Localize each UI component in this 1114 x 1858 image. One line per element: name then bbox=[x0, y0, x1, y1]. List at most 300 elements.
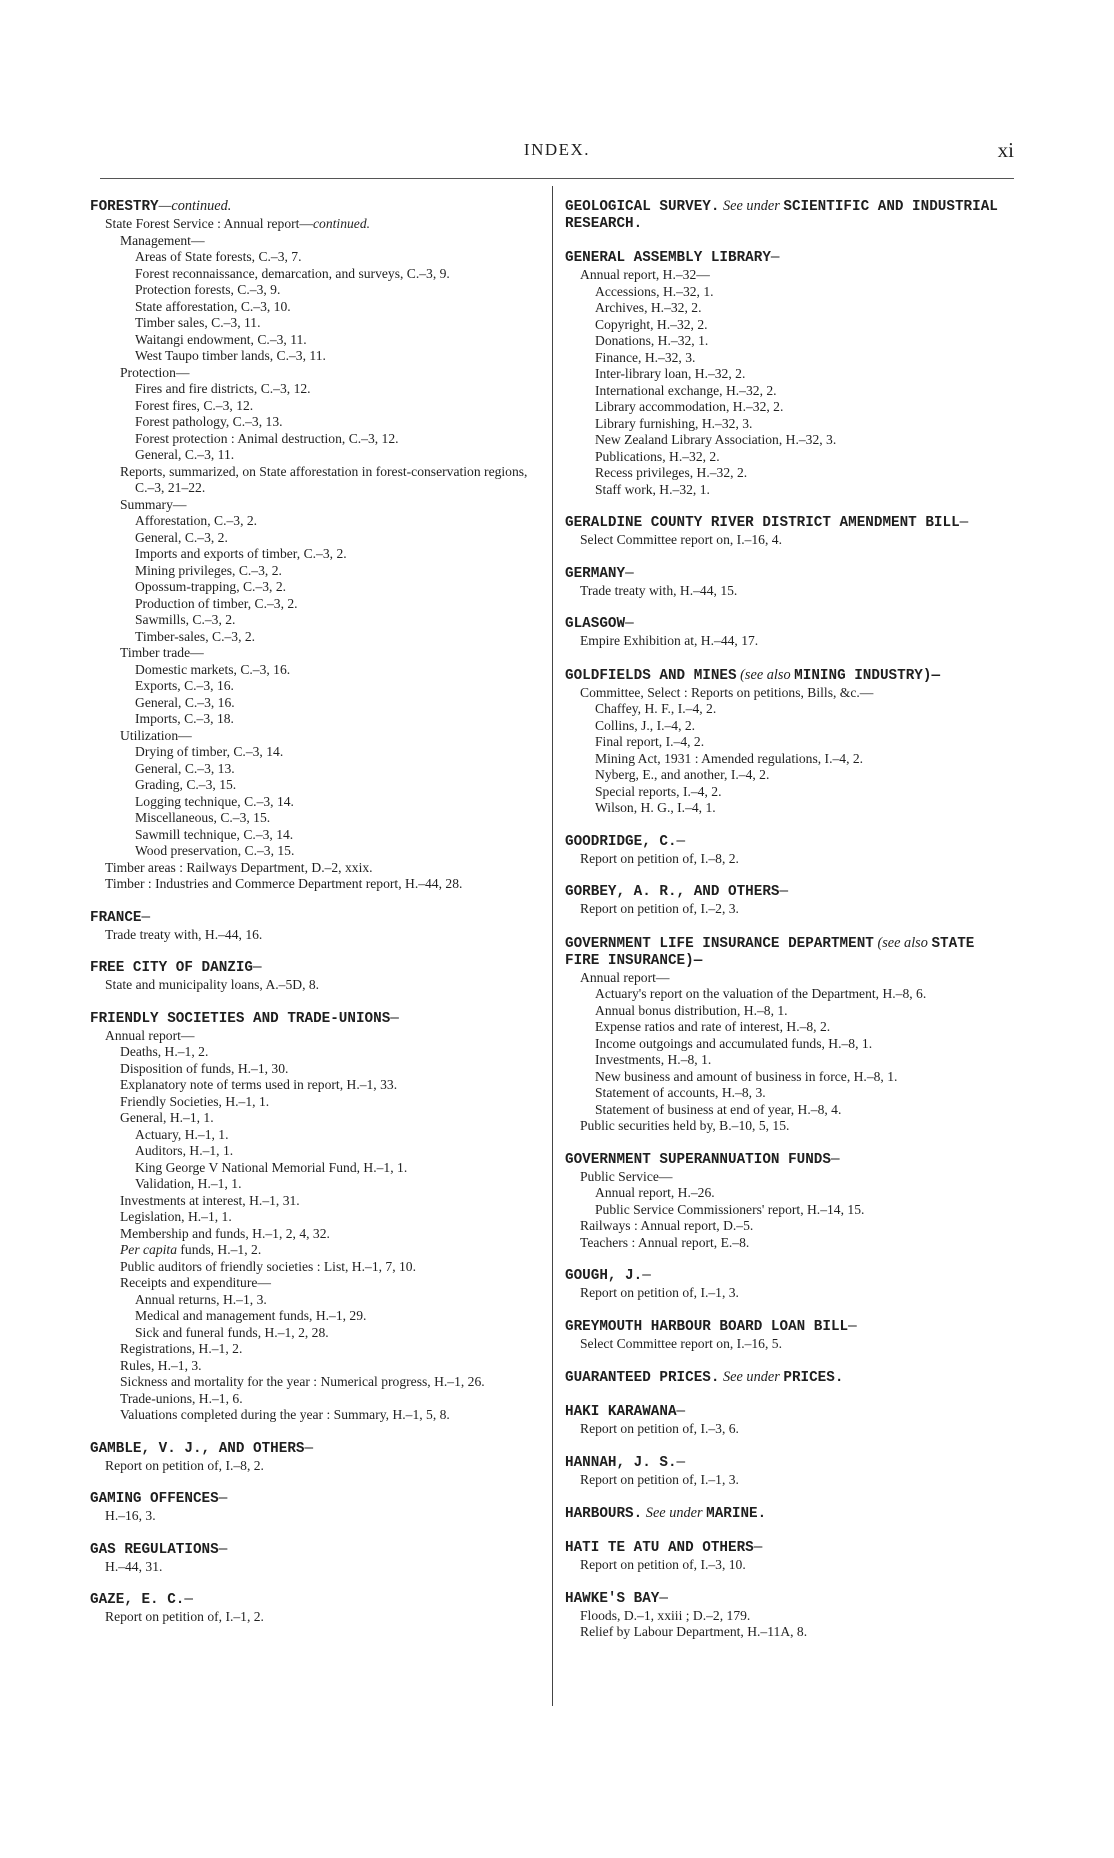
entry-heading bbox=[565, 1319, 1015, 1336]
entry-heading-dash: — bbox=[184, 1592, 193, 1608]
entry-subline bbox=[565, 986, 1015, 1003]
entry-subline bbox=[90, 1176, 538, 1193]
entry-subline-text: Waitangi endowment, C.–3, 11. bbox=[135, 331, 307, 347]
entry-subline bbox=[565, 300, 1015, 317]
index-entry bbox=[565, 250, 1015, 498]
entry-subline bbox=[90, 1110, 538, 1127]
entry-subline-text: State Forest Service : Annual report— bbox=[105, 216, 314, 231]
entry-subline bbox=[565, 633, 1015, 650]
entry-heading-reference: MINING INDUSTRY)— bbox=[794, 667, 941, 684]
entry-subline-text: Drying of timber, C.–3, 14. bbox=[135, 744, 284, 759]
entry-subline-text: General, C.–3, 16. bbox=[135, 694, 235, 710]
index-entry bbox=[90, 1011, 538, 1424]
entry-subline-text: Publications, H.–32, 2. bbox=[595, 448, 720, 464]
entry-subline bbox=[90, 645, 538, 662]
entry-heading-text: HAWKE'S BAY bbox=[565, 1590, 660, 1607]
entry-subline bbox=[90, 827, 538, 844]
entry-subline-text: Management— bbox=[120, 232, 205, 248]
entry-subline-text: Investments, H.–8, 1. bbox=[595, 1052, 712, 1067]
entry-subline bbox=[565, 784, 1015, 801]
index-column-right bbox=[565, 198, 1015, 1658]
entry-heading-note: (see also bbox=[736, 666, 795, 683]
entry-subline bbox=[565, 1336, 1015, 1353]
entry-subline-text: General, H.–1, 1. bbox=[120, 1110, 214, 1125]
entry-subline bbox=[565, 1472, 1015, 1489]
entry-subline-text: Timber : Industries and Commerce Department report, H.–44, 28. bbox=[105, 876, 463, 891]
entry-subline bbox=[565, 532, 1015, 549]
entry-subline bbox=[565, 416, 1015, 433]
entry-subline-text: Inter-library loan, H.–32, 2. bbox=[595, 366, 746, 381]
entry-subline-text: Trade-unions, H.–1, 6. bbox=[120, 1390, 243, 1406]
entry-heading bbox=[565, 1591, 1015, 1608]
entry-subline bbox=[565, 851, 1015, 868]
index-entry bbox=[90, 1441, 538, 1475]
entry-heading-dash: — bbox=[625, 565, 634, 582]
entry-subline bbox=[90, 365, 538, 382]
entry-subline bbox=[90, 1028, 538, 1045]
entry-subline-text: Wilson, H. G., I.–4, 1. bbox=[595, 800, 716, 815]
entry-heading-text: GUARANTEED PRICES. bbox=[565, 1370, 720, 1386]
entry-subline bbox=[565, 901, 1015, 918]
index-entry bbox=[90, 1491, 538, 1525]
entry-heading-text: GAZE, E. C. bbox=[90, 1592, 185, 1608]
entry-subline-text: Donations, H.–32, 1. bbox=[595, 333, 709, 348]
entry-heading-dash: — bbox=[625, 616, 634, 632]
entry-heading bbox=[90, 960, 538, 977]
entry-subline bbox=[90, 431, 538, 448]
index-entry bbox=[565, 935, 1015, 1135]
entry-subline bbox=[90, 678, 538, 695]
entry-subline bbox=[565, 1285, 1015, 1302]
index-entry bbox=[565, 884, 1015, 918]
entry-heading-dash: — bbox=[659, 1590, 668, 1607]
entry-subline-text: General, C.–3, 11. bbox=[135, 447, 235, 462]
entry-subline bbox=[90, 447, 538, 464]
entry-subline-text: Statement of accounts, H.–8, 3. bbox=[595, 1085, 766, 1100]
entry-subline-italic: continued. bbox=[313, 216, 371, 231]
entry-subline-text: King George V National Memorial Fund, H.–1, 1. bbox=[135, 1159, 408, 1175]
entry-subline-text: Report on petition of, I.–2, 3. bbox=[580, 901, 739, 916]
entry-heading-reference: STATE FIRE INSURANCE)— bbox=[565, 935, 975, 969]
index-entry bbox=[565, 1152, 1015, 1252]
entry-subline bbox=[90, 1127, 538, 1144]
entry-heading bbox=[565, 515, 1015, 532]
entry-heading-dash: — bbox=[390, 1010, 399, 1027]
entry-subline-text: Final report, I.–4, 2. bbox=[595, 734, 705, 749]
entry-subline-text: Statement of business at end of year, H.–8, 4. bbox=[595, 1101, 842, 1117]
entry-subline bbox=[565, 1102, 1015, 1119]
entry-subline bbox=[90, 1341, 538, 1358]
entry-heading-text: GAMING OFFENCES bbox=[90, 1491, 219, 1507]
entry-subline-text: Collins, J., I.–4, 2. bbox=[595, 717, 696, 733]
entry-subline-text: Report on petition of, I.–1, 3. bbox=[580, 1471, 739, 1487]
entry-subline bbox=[565, 751, 1015, 768]
entry-subline bbox=[90, 497, 538, 514]
entry-subline-text: General, C.–3, 2. bbox=[135, 529, 228, 545]
entry-subline bbox=[90, 1559, 538, 1576]
index-entry bbox=[565, 616, 1015, 650]
index-entry bbox=[565, 667, 1015, 817]
entry-subline bbox=[565, 767, 1015, 784]
entry-heading bbox=[565, 616, 1015, 633]
entry-subline bbox=[90, 629, 538, 646]
entry-heading-note: —continued. bbox=[158, 198, 232, 214]
entry-heading-text: GREYMOUTH HARBOUR BOARD LOAN BILL bbox=[565, 1318, 849, 1335]
entry-subline-text: Empire Exhibition at, H.–44, 17. bbox=[580, 633, 759, 648]
entry-subline-text: Report on petition of, I.–3, 6. bbox=[580, 1421, 739, 1436]
entry-heading-dash: — bbox=[848, 1318, 857, 1335]
entry-heading-dash: — bbox=[218, 1491, 228, 1507]
entry-heading-text: GERALDINE COUNTY RIVER DISTRICT AMENDMENT BILL bbox=[565, 515, 960, 531]
index-entry bbox=[90, 198, 538, 893]
entry-subline-text: Investments at interest, H.–1, 31. bbox=[120, 1192, 300, 1208]
entry-subline bbox=[90, 876, 538, 893]
entry-subline bbox=[90, 1325, 538, 1342]
entry-subline-text: New business and amount of business in force, H.–8, 1. bbox=[595, 1068, 898, 1084]
entry-subline-text: Forest protection : Animal destruction, C.–3, 12. bbox=[135, 430, 399, 446]
entry-subline-text: Report on petition of, I.–1, 2. bbox=[105, 1609, 264, 1624]
entry-subline-text: Auditors, H.–1, 1. bbox=[135, 1143, 234, 1158]
entry-subline-text: Committee, Select : Reports on petitions, Bills, &c.— bbox=[580, 684, 874, 700]
entry-subline bbox=[565, 685, 1015, 702]
index-entry bbox=[565, 834, 1015, 868]
entry-subline bbox=[565, 432, 1015, 449]
entry-heading-text: GOLDFIELDS AND MINES bbox=[565, 667, 737, 684]
entry-subline bbox=[90, 1193, 538, 1210]
entry-heading bbox=[565, 834, 1015, 851]
entry-subline-text: Report on petition of, I.–1, 3. bbox=[580, 1285, 739, 1300]
entry-subline bbox=[90, 1407, 538, 1424]
entry-subline-text: Annual report, H.–32— bbox=[580, 267, 710, 282]
entry-subline bbox=[90, 761, 538, 778]
entry-subline bbox=[90, 216, 538, 233]
entry-subline-text: Valuations completed during the year : Summary, H.–1, 5, 8. bbox=[120, 1407, 450, 1422]
entry-subline-text: Annual bonus distribution, H.–8, 1. bbox=[595, 1002, 788, 1018]
entry-subline-text: Finance, H.–32, 3. bbox=[595, 349, 696, 365]
entry-subline-text: Chaffey, H. F., I.–4, 2. bbox=[595, 701, 717, 716]
entry-subline-text: State and municipality loans, A.–5D, 8. bbox=[105, 977, 320, 992]
entry-subline-text: Membership and funds, H.–1, 2, 4, 32. bbox=[120, 1225, 330, 1241]
entry-subline-text: Utilization— bbox=[120, 727, 192, 743]
entry-heading-text: GAS REGULATIONS bbox=[90, 1541, 219, 1558]
entry-heading-note: See under bbox=[719, 1369, 784, 1385]
entry-subline-text: Protection forests, C.–3, 9. bbox=[135, 282, 281, 297]
entry-subline-text: Trade treaty with, H.–44, 16. bbox=[105, 926, 263, 942]
entry-subline bbox=[565, 1052, 1015, 1069]
entry-subline bbox=[565, 800, 1015, 817]
entry-subline-text: Forest pathology, C.–3, 13. bbox=[135, 414, 283, 429]
entry-subline bbox=[90, 1143, 538, 1160]
index-column-left bbox=[90, 198, 538, 1643]
entry-subline bbox=[565, 449, 1015, 466]
index-entry bbox=[565, 1591, 1015, 1641]
entry-subline-text: Annual report— bbox=[580, 969, 670, 985]
entry-subline bbox=[90, 1094, 538, 1111]
entry-subline-text: Production of timber, C.–3, 2. bbox=[135, 595, 298, 611]
entry-subline bbox=[565, 1003, 1015, 1020]
entry-subline-text: Deaths, H.–1, 2. bbox=[120, 1044, 209, 1059]
entry-heading-text: HANNAH, J. S. bbox=[565, 1454, 677, 1471]
entry-subline-text: Relief by Labour Department, H.–11A, 8. bbox=[580, 1624, 808, 1639]
entry-subline bbox=[90, 299, 538, 316]
entry-heading-text: FRIENDLY SOCIETIES AND TRADE-UNIONS bbox=[90, 1010, 391, 1027]
entry-heading-dash: — bbox=[141, 909, 151, 926]
entry-subline-text: Expense ratios and rate of interest, H.–8, 2. bbox=[595, 1019, 831, 1034]
entry-subline-text: Reports, summarized, on State afforestation in forest-conservation regions, C.–3, 21–22. bbox=[120, 463, 528, 495]
entry-subline bbox=[565, 970, 1015, 987]
entry-subline-text: Validation, H.–1, 1. bbox=[135, 1176, 242, 1191]
entry-subline-text: Timber-sales, C.–3, 2. bbox=[135, 628, 256, 644]
entry-heading-text: FORESTRY bbox=[90, 199, 159, 215]
entry-subline-text: Forest fires, C.–3, 12. bbox=[135, 397, 254, 413]
entry-subline-text: Mining privileges, C.–3, 2. bbox=[135, 562, 282, 578]
entry-subline bbox=[90, 513, 538, 530]
entry-subline-text: Staff work, H.–32, 1. bbox=[595, 481, 710, 497]
entry-heading-text: GEOLOGICAL SURVEY. bbox=[565, 199, 720, 215]
entry-heading-note: (see also bbox=[873, 934, 932, 951]
entry-heading-text: GOODRIDGE, C. bbox=[565, 833, 677, 850]
entry-subline-text: Miscellaneous, C.–3, 15. bbox=[135, 810, 271, 825]
entry-heading-dash: — bbox=[642, 1268, 651, 1284]
entry-heading bbox=[565, 1268, 1015, 1285]
entry-subline-text: Receipts and expenditure— bbox=[120, 1275, 271, 1290]
entry-subline-text: H.–44, 31. bbox=[105, 1558, 163, 1574]
entry-heading bbox=[90, 1542, 538, 1559]
entry-heading-text: FREE CITY OF DANZIG bbox=[90, 960, 254, 976]
entry-subline-text: Annual report, H.–26. bbox=[595, 1185, 715, 1200]
entry-subline-text: Library furnishing, H.–32, 3. bbox=[595, 415, 753, 431]
entry-heading-note: See under bbox=[642, 1505, 707, 1521]
entry-subline bbox=[565, 701, 1015, 718]
entry-heading-text: GERMANY bbox=[565, 565, 626, 582]
index-entry bbox=[90, 1592, 538, 1626]
entry-subline-text: State afforestation, C.–3, 10. bbox=[135, 298, 291, 314]
index-entry bbox=[565, 1268, 1015, 1302]
entry-subline bbox=[90, 1160, 538, 1177]
entry-subline bbox=[565, 366, 1015, 383]
entry-subline bbox=[90, 1226, 538, 1243]
entry-subline bbox=[565, 1624, 1015, 1641]
entry-subline bbox=[90, 728, 538, 745]
entry-subline-text: Annual report— bbox=[105, 1027, 195, 1043]
entry-subline-text: Medical and management funds, H.–1, 29. bbox=[135, 1308, 367, 1323]
entry-heading-reference: SCIENTIFIC AND INDUSTRIAL RESEARCH. bbox=[565, 199, 998, 232]
entry-subline bbox=[565, 1169, 1015, 1186]
entry-subline bbox=[90, 249, 538, 266]
entry-subline bbox=[90, 233, 538, 250]
entry-subline-text: Public Service— bbox=[580, 1168, 673, 1184]
entry-subline bbox=[90, 927, 538, 944]
entry-subline-text: H.–16, 3. bbox=[105, 1508, 156, 1523]
entry-subline-text: Forest reconnaissance, demarcation, and surveys, C.–3, 9. bbox=[135, 265, 450, 281]
entry-subline bbox=[90, 1292, 538, 1309]
entry-subline bbox=[565, 1235, 1015, 1252]
entry-subline bbox=[90, 398, 538, 415]
entry-heading-text: GOVERNMENT LIFE INSURANCE DEPARTMENT bbox=[565, 935, 874, 952]
entry-subline-text: New Zealand Library Association, H.–32, 3. bbox=[595, 432, 837, 447]
entry-subline-text: Grading, C.–3, 15. bbox=[135, 777, 237, 792]
entry-heading-dash: — bbox=[959, 515, 969, 531]
entry-heading-dash: — bbox=[676, 1454, 686, 1471]
entry-heading-dash: — bbox=[779, 884, 789, 900]
entry-subline-text: Sawmill technique, C.–3, 14. bbox=[135, 826, 294, 842]
entry-subline-text: Select Committee report on, I.–16, 4. bbox=[580, 532, 782, 547]
entry-heading-dash: — bbox=[676, 1404, 686, 1420]
entry-heading-text: GENERAL ASSEMBLY LIBRARY bbox=[565, 250, 771, 266]
entry-heading bbox=[565, 566, 1015, 583]
entry-subline bbox=[90, 1077, 538, 1094]
entry-heading-reference: PRICES. bbox=[783, 1370, 844, 1386]
entry-subline bbox=[565, 1069, 1015, 1086]
entry-subline-text: Copyright, H.–32, 2. bbox=[595, 316, 708, 332]
entry-subline-text: Teachers : Annual report, E.–8. bbox=[580, 1234, 750, 1250]
entry-subline-text: Protection— bbox=[120, 364, 190, 380]
entry-subline bbox=[565, 718, 1015, 735]
index-entry bbox=[565, 1319, 1015, 1353]
entry-subline-text: Public securities held by, B.–10, 5, 15. bbox=[580, 1118, 790, 1133]
entry-heading-text: HARBOURS. bbox=[565, 1506, 643, 1522]
entry-subline bbox=[90, 612, 538, 629]
entry-subline-text: Nyberg, E., and another, I.–4, 2. bbox=[595, 767, 770, 782]
entry-subline-text: Rules, H.–1, 3. bbox=[120, 1357, 202, 1373]
entry-heading bbox=[565, 935, 1015, 970]
entry-subline-text: International exchange, H.–32, 2. bbox=[595, 382, 777, 398]
index-entry bbox=[90, 960, 538, 994]
entry-subline bbox=[90, 464, 538, 497]
entry-subline-text: Logging technique, C.–3, 14. bbox=[135, 793, 294, 809]
header-rule bbox=[100, 178, 1014, 179]
entry-subline bbox=[90, 579, 538, 596]
entry-subline bbox=[565, 317, 1015, 334]
entry-subline bbox=[90, 1209, 538, 1226]
entry-subline-text: Accessions, H.–32, 1. bbox=[595, 283, 714, 299]
entry-subline bbox=[565, 350, 1015, 367]
entry-subline-text: Opossum-trapping, C.–3, 2. bbox=[135, 579, 287, 594]
entry-subline bbox=[565, 399, 1015, 416]
entry-subline-text: Timber trade— bbox=[120, 645, 204, 660]
entry-subline-text: Actuary, H.–1, 1. bbox=[135, 1126, 229, 1142]
entry-heading bbox=[90, 910, 538, 927]
index-entry bbox=[90, 910, 538, 944]
entry-subline-text: Legislation, H.–1, 1. bbox=[120, 1209, 232, 1224]
entry-subline-text: Report on petition of, I.–8, 2. bbox=[580, 850, 739, 866]
entry-heading bbox=[565, 1505, 1015, 1523]
entry-subline bbox=[90, 1275, 538, 1292]
entry-heading bbox=[90, 198, 538, 216]
entry-subline bbox=[565, 333, 1015, 350]
entry-heading bbox=[565, 667, 1015, 685]
entry-subline bbox=[565, 1085, 1015, 1102]
entry-subline bbox=[90, 563, 538, 580]
entry-subline-text: Summary— bbox=[120, 496, 187, 512]
entry-subline bbox=[90, 1242, 538, 1259]
entry-subline bbox=[565, 267, 1015, 284]
entry-heading-text: GOVERNMENT SUPERANNUATION FUNDS bbox=[565, 1151, 831, 1168]
entry-subline bbox=[90, 1609, 538, 1626]
entry-heading-text: FRANCE bbox=[90, 909, 142, 926]
entry-subline bbox=[90, 546, 538, 563]
entry-subline-text: funds, H.–1, 2. bbox=[180, 1242, 262, 1257]
entry-subline-text: Public auditors of friendly societies : List, H.–1, 7, 10. bbox=[120, 1258, 417, 1274]
entry-subline bbox=[90, 744, 538, 761]
entry-heading-dash: — bbox=[304, 1440, 314, 1457]
entry-subline-text: Explanatory note of terms used in report, H.–1, 33. bbox=[120, 1077, 398, 1092]
entry-heading bbox=[90, 1441, 538, 1458]
entry-subline bbox=[90, 596, 538, 613]
entry-subline bbox=[565, 1036, 1015, 1053]
index-entry bbox=[565, 1505, 1015, 1523]
entry-subline bbox=[565, 383, 1015, 400]
index-entry bbox=[565, 566, 1015, 600]
entry-subline bbox=[90, 282, 538, 299]
entry-subline bbox=[90, 1061, 538, 1078]
entry-subline bbox=[90, 977, 538, 994]
entry-subline-text: Registrations, H.–1, 2. bbox=[120, 1341, 243, 1356]
entry-subline-text: Trade treaty with, H.–44, 15. bbox=[580, 582, 738, 598]
entry-subline bbox=[565, 1019, 1015, 1036]
entry-subline-text: Sawmills, C.–3, 2. bbox=[135, 612, 236, 627]
entry-heading-text: HAKI KARAWANA bbox=[565, 1404, 677, 1420]
entry-subline-text: Exports, C.–3, 16. bbox=[135, 678, 234, 693]
entry-subline-text: Imports, C.–3, 18. bbox=[135, 711, 234, 726]
entry-subline bbox=[90, 332, 538, 349]
entry-heading-dash: — bbox=[753, 1540, 763, 1556]
entry-subline bbox=[90, 1374, 538, 1391]
entry-subline-text: Imports and exports of timber, C.–3, 2. bbox=[135, 546, 347, 561]
entry-subline-text: Mining Act, 1931 : Amended regulations, I.–4, 2. bbox=[595, 750, 864, 766]
entry-heading-dash: — bbox=[218, 1541, 228, 1558]
entry-heading bbox=[565, 250, 1015, 267]
entry-subline-text: Floods, D.–1, xxiii ; D.–2, 179. bbox=[580, 1607, 751, 1623]
entry-heading-note: See under bbox=[719, 198, 784, 214]
entry-subline-text: Timber areas : Railways Department, D.–2, xxix. bbox=[105, 859, 373, 875]
entry-subline bbox=[90, 695, 538, 712]
entry-subline bbox=[565, 1421, 1015, 1438]
entry-subline bbox=[90, 662, 538, 679]
entry-heading-text: GAMBLE, V. J., AND OTHERS bbox=[90, 1440, 305, 1457]
entry-subline-text: Afforestation, C.–3, 2. bbox=[135, 513, 258, 528]
entry-subline bbox=[90, 1044, 538, 1061]
entry-subline bbox=[90, 1259, 538, 1276]
entry-subline-text: West Taupo timber lands, C.–3, 11. bbox=[135, 348, 326, 363]
entry-heading-text: GOUGH, J. bbox=[565, 1268, 643, 1284]
entry-heading-dash: — bbox=[676, 833, 686, 850]
entry-subline bbox=[90, 530, 538, 547]
entry-heading-reference: MARINE. bbox=[706, 1506, 767, 1522]
entry-subline bbox=[90, 843, 538, 860]
entry-subline bbox=[90, 777, 538, 794]
entry-subline-text: Sickness and mortality for the year : Numerical progress, H.–1, 26. bbox=[120, 1374, 485, 1389]
entry-heading bbox=[565, 884, 1015, 901]
entry-heading-dash: — bbox=[830, 1151, 840, 1168]
entry-heading-dash: — bbox=[253, 960, 262, 976]
entry-heading-dash: — bbox=[770, 250, 780, 266]
entry-subline bbox=[90, 1358, 538, 1375]
entry-subline bbox=[90, 1391, 538, 1408]
entry-subline bbox=[565, 734, 1015, 751]
entry-subline-text: Library accommodation, H.–32, 2. bbox=[595, 399, 784, 414]
entry-subline bbox=[565, 284, 1015, 301]
entry-heading bbox=[90, 1491, 538, 1508]
entry-subline bbox=[565, 583, 1015, 600]
entry-subline bbox=[565, 1202, 1015, 1219]
entry-subline bbox=[90, 1458, 538, 1475]
entry-subline-text: Fires and fire districts, C.–3, 12. bbox=[135, 381, 311, 396]
entry-subline bbox=[90, 414, 538, 431]
entry-heading bbox=[565, 1455, 1015, 1472]
entry-subline bbox=[565, 1557, 1015, 1574]
entry-subline-text: Annual returns, H.–1, 3. bbox=[135, 1291, 267, 1307]
